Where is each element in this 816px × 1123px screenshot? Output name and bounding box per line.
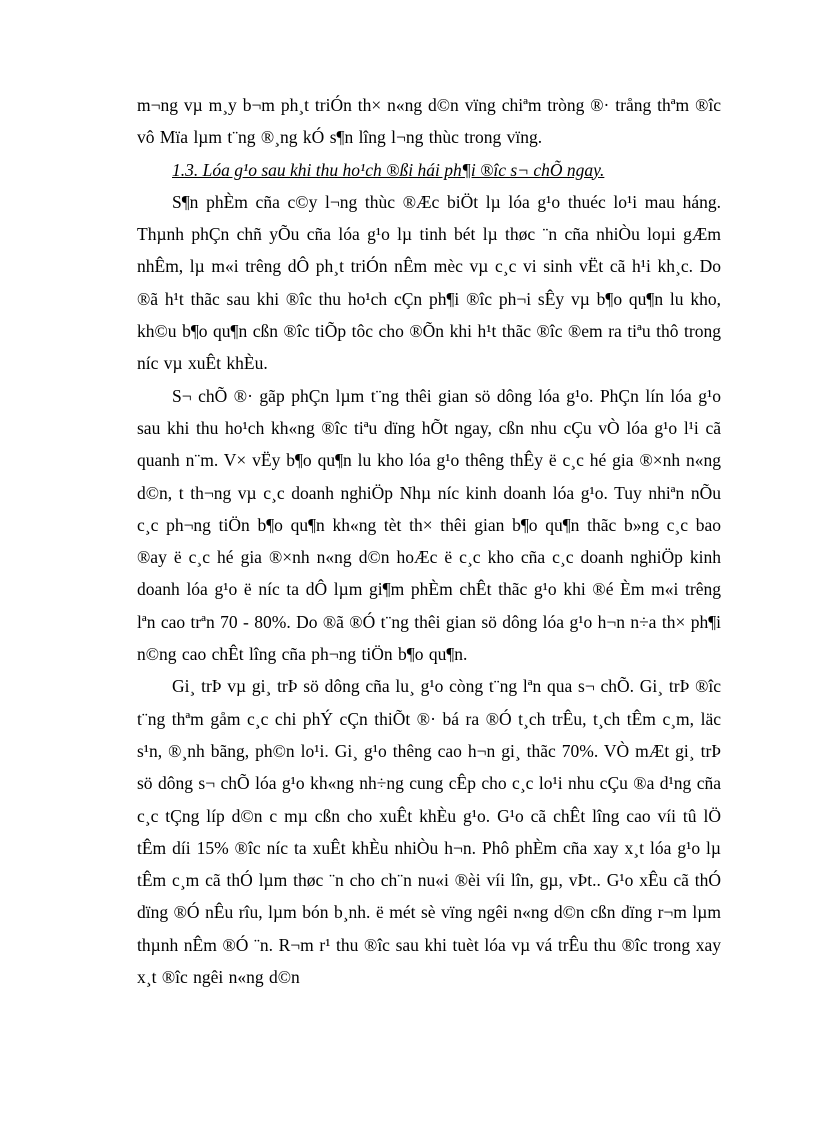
- paragraph-3: Gi¸ trÞ vµ gi¸ trÞ sö dông cña lu¸ g¹o còng t¨ng lªn qua s¬ chÕ. Gi¸ trÞ ®îc t¨ng thªm gåm c¸c chi phÝ cÇn thiÕt ®· bá ra ®Ó t¸ch trÊu, t¸ch tÊm c¸m, läc s¹n, ®¸nh bãng, ph©n lo¹i. Gi¸ g¹o thêng cao h¬n gi¸ thãc 70%. VÒ mÆt gi¸ trÞ sö dông s¬ chÕ lóa g¹o kh«ng nh÷ng cung cÊp cho c¸c lo¹i nhu cÇu ®a d¹ng cña c¸c tÇng líp d©n c mµ cßn cho xuÊt khÈu g¹o. G¹o cã chÊt lîng cao víi tû lÖ tÊm díi 15% ®îc níc ta xuÊt khÈu nhiÒu h¬n. Phô phÈm cña xay x¸t lóa g¹o lµ tÊm c¸m cã thÓ lµm thøc ¨n cho ch¨n nu«i ®èi víi lîn, gµ, vÞt.. G¹o xÊu cã thÓ dïng ®Ó nÊu rîu, lµm bón b¸nh. ë mét sè vïng ngêi n«ng d©n cßn dïng r¬m lµm thµnh nÊm ®Ó ¨n. R¬m r¹ thu ®îc sau khi tuèt lóa vµ vá trÊu thu ®îc trong xay x¸t ®îc ngêi n«ng d©n: [137, 676, 721, 988]
- paragraph-1: S¶n phÈm cña c©y l¬ng thùc ®Æc biÖt lµ lóa g¹o thuéc lo¹i mau háng. Thµnh phÇn chñ yÕu cña lóa g¹o lµ tinh bét lµ thøc ¨n cña nhiÒu loµi gÆm nhÊm, lµ m«i trêng dÔ ph¸t triÓn nÊm mèc vµ c¸c vi sinh vËt cã h¹i kh¸c. Do ®ã h¹t thãc sau khi ®îc thu ho¹ch cÇn ph¶i ®îc ph¬i sÊy vµ b¶o qu¶n lu kho, kh©u b¶o qu¶n cßn ®îc tiÕp tôc cho ®Õn khi h¹t thãc ®îc ®em ra tiªu thô trong níc vµ xuÊt khÈu.: [137, 191, 721, 374]
- paragraph-intro: m¬ng vµ m¸y b¬m ph¸t triÓn th× n«ng d©n vïng chiªm tròng ®· trång thªm ®îc vô Mïa lµm t¨ng ®¸ng kÓ s¶n lîng l¬ng thùc trong vïng.: [137, 95, 721, 148]
- paragraph-2: S¬ chÕ ®· gãp phÇn lµm t¨ng thêi gian sö dông lóa g¹o. PhÇn lín lóa g¹o sau khi thu ho¹ch kh«ng ®îc tiªu dïng hÕt ngay, cßn nhu cÇu vÒ lóa g¹o l¹i cã quanh n¨m. V× vËy b¶o qu¶n lu kho lóa g¹o thêng thÊy ë c¸c hé gia ®×nh n«ng d©n, t th¬ng vµ c¸c doanh nghiÖp Nhµ níc kinh doanh lóa g¹o. Tuy nhiªn nÕu c¸c ph¬ng tiÖn b¶o qu¶n kh«ng tèt th× thêi gian b¶o qu¶n thãc b»ng c¸c bao ®ay ë c¸c hé gia ®×nh n«ng d©n hoÆc ë c¸c kho cña c¸c doanh nghiÖp kinh doanh lóa g¹o ë níc ta dÔ lµm gi¶m phÈm chÊt thãc g¹o khi ®é Èm m«i trêng lªn cao trªn 70 - 80%. Do ®ã ®Ó t¨ng thêi gian sö dông lóa g¹o h¬n n÷a th× ph¶i n©ng cao chÊt lîng cña ph¬ng tiÖn b¶o qu¶n.: [137, 385, 721, 665]
- section-heading: 1.3. Lóa g¹o sau khi thu ho¹ch ®ßi hái ph¶i ®îc s¬ chÕ ngay.: [172, 159, 605, 180]
